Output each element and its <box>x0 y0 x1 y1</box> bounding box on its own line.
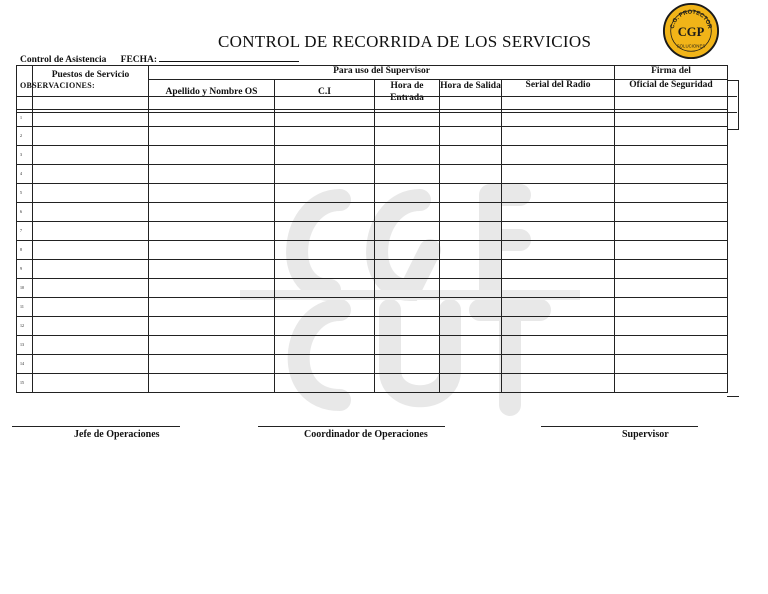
table-row <box>17 241 728 260</box>
serial-cell[interactable] <box>502 241 615 260</box>
apellido-cell[interactable] <box>149 203 275 222</box>
serial-cell[interactable] <box>502 317 615 336</box>
puesto-cell[interactable] <box>33 165 149 184</box>
serial-cell[interactable] <box>502 203 615 222</box>
puestos-header: Puestos de Servicio <box>33 66 149 110</box>
row-number: 13 <box>17 336 33 355</box>
attendance-control-line <box>20 52 299 65</box>
ci-cell[interactable] <box>275 184 375 203</box>
hora-salida-cell[interactable] <box>440 184 502 203</box>
firma-cell[interactable] <box>615 260 728 279</box>
apellido-cell[interactable] <box>149 336 275 355</box>
hora-entrada-cell[interactable] <box>375 355 440 374</box>
table-row <box>17 184 728 203</box>
apellido-cell[interactable] <box>149 260 275 279</box>
hora-entrada-cell[interactable] <box>375 127 440 146</box>
observaciones-line-1 <box>16 96 737 97</box>
fecha-label: FECHA: <box>120 55 158 65</box>
firma-cell[interactable] <box>615 317 728 336</box>
supervisor-group-header: Para uso del Supervisor <box>149 66 615 80</box>
serial-cell[interactable] <box>502 184 615 203</box>
hora-salida-cell[interactable] <box>440 374 502 393</box>
row-number: 4 <box>17 165 33 184</box>
puesto-cell[interactable] <box>33 184 149 203</box>
hora-entrada-cell[interactable] <box>375 298 440 317</box>
hora-entrada-header: Hora de Entrada <box>375 80 440 110</box>
puesto-cell[interactable] <box>33 279 149 298</box>
coordinador-signature-label: Coordinador de Operaciones <box>304 429 428 440</box>
row-number: 11 <box>17 298 33 317</box>
hora-salida-cell[interactable] <box>440 127 502 146</box>
serial-cell[interactable] <box>502 374 615 393</box>
firma-cell[interactable] <box>615 203 728 222</box>
table-row <box>17 298 728 317</box>
ci-cell[interactable] <box>275 374 375 393</box>
table-row <box>17 355 728 374</box>
table-row <box>17 127 728 146</box>
row-number: 8 <box>17 241 33 260</box>
company-logo <box>662 2 720 60</box>
ci-header: C.I <box>275 80 375 110</box>
ci-cell[interactable] <box>275 260 375 279</box>
serial-cell[interactable] <box>502 260 615 279</box>
serial-cell[interactable] <box>502 165 615 184</box>
firma-cell[interactable] <box>615 184 728 203</box>
apellido-cell[interactable] <box>149 374 275 393</box>
row-number: 10 <box>17 279 33 298</box>
row-number: 7 <box>17 222 33 241</box>
firma-cell[interactable] <box>615 146 728 165</box>
serial-cell[interactable] <box>502 222 615 241</box>
hora-entrada-cell[interactable] <box>375 279 440 298</box>
puesto-cell[interactable] <box>33 298 149 317</box>
ci-cell[interactable] <box>275 165 375 184</box>
hora-entrada-cell[interactable] <box>375 146 440 165</box>
hora-entrada-cell[interactable] <box>375 336 440 355</box>
puesto-cell[interactable] <box>33 355 149 374</box>
hora-entrada-cell[interactable] <box>375 260 440 279</box>
firma-cell[interactable] <box>615 298 728 317</box>
hora-salida-cell[interactable] <box>440 165 502 184</box>
serial-cell[interactable] <box>502 298 615 317</box>
hora-salida-cell[interactable] <box>440 317 502 336</box>
row-number: 14 <box>17 355 33 374</box>
observaciones-extension <box>727 80 739 130</box>
firma-cell[interactable] <box>615 336 728 355</box>
hora-entrada-cell[interactable] <box>375 222 440 241</box>
jefe-signature-label: Jefe de Operaciones <box>74 429 160 440</box>
row-number: 15 <box>17 374 33 393</box>
jefe-signature-line <box>12 426 180 427</box>
table-row <box>17 146 728 165</box>
puesto-cell[interactable] <box>33 260 149 279</box>
apellido-header: Apellido y Nombre OS <box>149 80 275 110</box>
firma-cell[interactable] <box>615 241 728 260</box>
serial-cell[interactable] <box>502 336 615 355</box>
table-row <box>17 374 728 393</box>
control-label: Control de Asistencia <box>20 55 107 65</box>
hora-entrada-cell[interactable] <box>375 165 440 184</box>
apellido-cell[interactable] <box>149 279 275 298</box>
apellido-cell[interactable] <box>149 298 275 317</box>
attendance-table <box>16 65 728 393</box>
observaciones-label: OBSERVACIONES: <box>20 81 95 90</box>
ci-cell[interactable] <box>275 298 375 317</box>
serial-header: Serial del Radio <box>502 80 615 110</box>
apellido-cell[interactable] <box>149 184 275 203</box>
hora-entrada-cell[interactable] <box>375 317 440 336</box>
logo-bottom-text: SOLUCIONES <box>676 43 706 49</box>
table-row <box>17 203 728 222</box>
firma-header-bottom: Oficial de Seguridad <box>615 80 728 110</box>
hora-salida-cell[interactable] <box>440 336 502 355</box>
hora-salida-cell[interactable] <box>440 279 502 298</box>
ci-cell[interactable] <box>275 203 375 222</box>
puesto-cell[interactable] <box>33 241 149 260</box>
row-number: 1 <box>17 110 33 127</box>
puesto-cell[interactable] <box>33 336 149 355</box>
hora-entrada-cell[interactable] <box>375 374 440 393</box>
row-number: 2 <box>17 127 33 146</box>
row-number: 3 <box>17 146 33 165</box>
ci-cell[interactable] <box>275 355 375 374</box>
table-row <box>17 317 728 336</box>
logo-top-text: C.G. PROTECTOR <box>669 9 713 30</box>
puesto-cell[interactable] <box>33 127 149 146</box>
hora-salida-header: Hora de Salida <box>440 80 502 110</box>
hora-salida-cell[interactable] <box>440 203 502 222</box>
coordinador-signature-line <box>258 426 445 427</box>
hora-entrada-cell[interactable] <box>375 184 440 203</box>
hora-salida-cell[interactable] <box>440 146 502 165</box>
row-number: 9 <box>17 260 33 279</box>
table-bottom-extension <box>727 396 739 397</box>
logo-mark-text: CGP <box>677 24 705 39</box>
ci-cell[interactable] <box>275 146 375 165</box>
puesto-cell[interactable] <box>33 374 149 393</box>
firma-cell[interactable] <box>615 279 728 298</box>
hora-salida-cell[interactable] <box>440 241 502 260</box>
apellido-cell[interactable] <box>149 222 275 241</box>
ci-cell[interactable] <box>275 317 375 336</box>
hora-entrada-cell[interactable] <box>375 203 440 222</box>
table-row <box>17 336 728 355</box>
serial-cell[interactable] <box>502 127 615 146</box>
firma-cell[interactable] <box>615 222 728 241</box>
ci-cell[interactable] <box>275 336 375 355</box>
row-number: 12 <box>17 317 33 336</box>
puesto-cell[interactable] <box>33 146 149 165</box>
firma-cell[interactable] <box>615 374 728 393</box>
hora-salida-cell[interactable] <box>440 260 502 279</box>
puesto-cell[interactable] <box>33 317 149 336</box>
table-row <box>17 165 728 184</box>
ci-cell[interactable] <box>275 241 375 260</box>
row-number: 6 <box>17 203 33 222</box>
hora-entrada-cell[interactable] <box>375 241 440 260</box>
firma-cell[interactable] <box>615 165 728 184</box>
fecha-field[interactable] <box>159 52 299 62</box>
puesto-cell[interactable] <box>33 203 149 222</box>
apellido-cell[interactable] <box>149 165 275 184</box>
ci-cell[interactable] <box>275 222 375 241</box>
apellido-cell[interactable] <box>149 355 275 374</box>
row-number: 5 <box>17 184 33 203</box>
page-title: CONTROL DE RECORRIDA DE LOS SERVICIOS <box>218 32 592 51</box>
firma-cell[interactable] <box>615 127 728 146</box>
serial-cell[interactable] <box>502 146 615 165</box>
hora-salida-cell[interactable] <box>440 298 502 317</box>
ci-cell[interactable] <box>275 127 375 146</box>
apellido-cell[interactable] <box>149 317 275 336</box>
apellido-cell[interactable] <box>149 146 275 165</box>
apellido-cell[interactable] <box>149 241 275 260</box>
serial-cell[interactable] <box>502 279 615 298</box>
apellido-cell[interactable] <box>149 127 275 146</box>
firma-cell[interactable] <box>615 355 728 374</box>
hora-salida-cell[interactable] <box>440 222 502 241</box>
table-row <box>17 222 728 241</box>
hora-salida-cell[interactable] <box>440 355 502 374</box>
table-row <box>17 279 728 298</box>
ci-cell[interactable] <box>275 279 375 298</box>
observaciones-line-2 <box>16 112 737 113</box>
supervisor-signature-label: Supervisor <box>622 429 669 440</box>
supervisor-signature-line <box>541 426 698 427</box>
firma-header-top: Firma del <box>615 66 728 80</box>
table-row <box>17 260 728 279</box>
serial-cell[interactable] <box>502 355 615 374</box>
table-body <box>17 110 728 393</box>
puesto-cell[interactable] <box>33 222 149 241</box>
